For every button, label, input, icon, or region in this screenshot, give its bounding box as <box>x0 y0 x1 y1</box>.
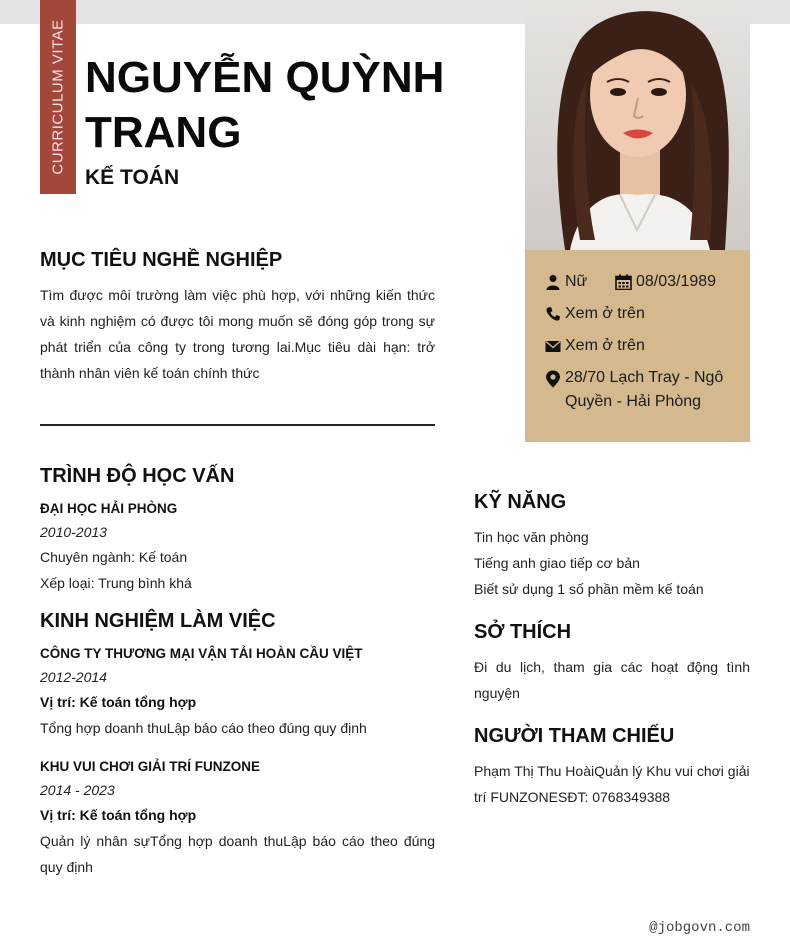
skill-item: Tiếng anh giao tiếp cơ bản <box>474 555 640 571</box>
cv-badge-label: CURRICULUM VITAE <box>49 19 67 175</box>
envelope-icon <box>545 338 561 354</box>
gender-row <box>545 270 587 294</box>
education-school: ĐẠI HỌC HẢI PHÒNG <box>40 501 178 516</box>
education-major: Chuyên ngành: Kế toán <box>40 549 188 565</box>
location-pin-icon <box>545 370 561 388</box>
calendar-icon <box>615 274 632 290</box>
objective-text: Tìm được môi trường làm việc phù hợp, với những kiến thức và kinh nghiệm có được tôi mong muốn sẽ đóng góp trong sự phát triển của công ty trong tương lai.Mục tiêu dài hạn: trở thành nhân viên kế toán chính thức <box>40 287 435 381</box>
birthdate-value: 08/03/1989 <box>636 273 717 290</box>
references-text: Phạm Thị Thu HoàiQuản lý Khu vui chơi giải trí FUNZONESĐT: 0768349388 <box>474 763 750 805</box>
education-heading: TRÌNH ĐỘ HỌC VẤN <box>40 465 235 487</box>
job-position: Vị trí: Kế toán tổng hợp <box>40 694 197 710</box>
phone-icon <box>545 306 561 322</box>
job-period: 2014 - 2023 <box>40 782 115 798</box>
profile-photo <box>525 0 750 250</box>
hobbies-heading: SỞ THÍCH <box>474 621 572 643</box>
candidate-name: NGUYỄN QUỲNH TRANG <box>85 53 445 157</box>
phone-row <box>545 302 645 326</box>
skill-item: Tin học văn phòng <box>474 529 589 545</box>
job-description: Tổng hợp doanh thuLập báo cáo theo đúng quy định <box>40 720 367 736</box>
job-company: CÔNG TY THƯƠNG MẠI VẬN TẢI HOÀN CẦU VIỆT <box>40 646 363 661</box>
skills-heading: KỸ NĂNG <box>474 491 567 513</box>
job-position: Vị trí: Kế toán tổng hợp <box>40 807 197 823</box>
job-period: 2012-2014 <box>40 669 107 685</box>
email-value: Xem ở trên <box>565 337 645 354</box>
experience-heading: KINH NGHIỆM LÀM VIỆC <box>40 610 276 632</box>
footer-watermark: @jobgovn.com <box>649 920 750 936</box>
phone-value: Xem ở trên <box>565 305 645 322</box>
email-row <box>545 334 645 358</box>
candidate-role: KẾ TOÁN <box>85 166 180 189</box>
job-company: KHU VUI CHƠI GIẢI TRÍ FUNZONE <box>40 759 261 774</box>
objective-heading: MỤC TIÊU NGHỀ NGHIỆP <box>40 249 283 271</box>
job-description: Quản lý nhân sựTổng hợp doanh thuLập báo cáo theo đúng quy định <box>40 833 435 875</box>
person-icon <box>545 274 561 290</box>
skill-item: Biết sử dụng 1 số phần mềm kế toán <box>474 581 704 597</box>
references-heading: NGƯỜI THAM CHIẾU <box>474 725 675 747</box>
address-row <box>545 366 735 414</box>
birthdate-row <box>615 270 716 294</box>
section-divider <box>40 424 435 426</box>
cv-badge <box>40 0 76 194</box>
address-value: 28/70 Lạch Tray - Ngô Quyền - Hải Phòng <box>565 369 724 410</box>
education-period: 2010-2013 <box>40 524 107 540</box>
education-grade: Xếp loại: Trung bình khá <box>40 575 192 591</box>
gender-value: Nữ <box>565 273 588 290</box>
hobbies-text: Đi du lịch, tham gia các hoạt động tình nguyện <box>474 659 750 701</box>
